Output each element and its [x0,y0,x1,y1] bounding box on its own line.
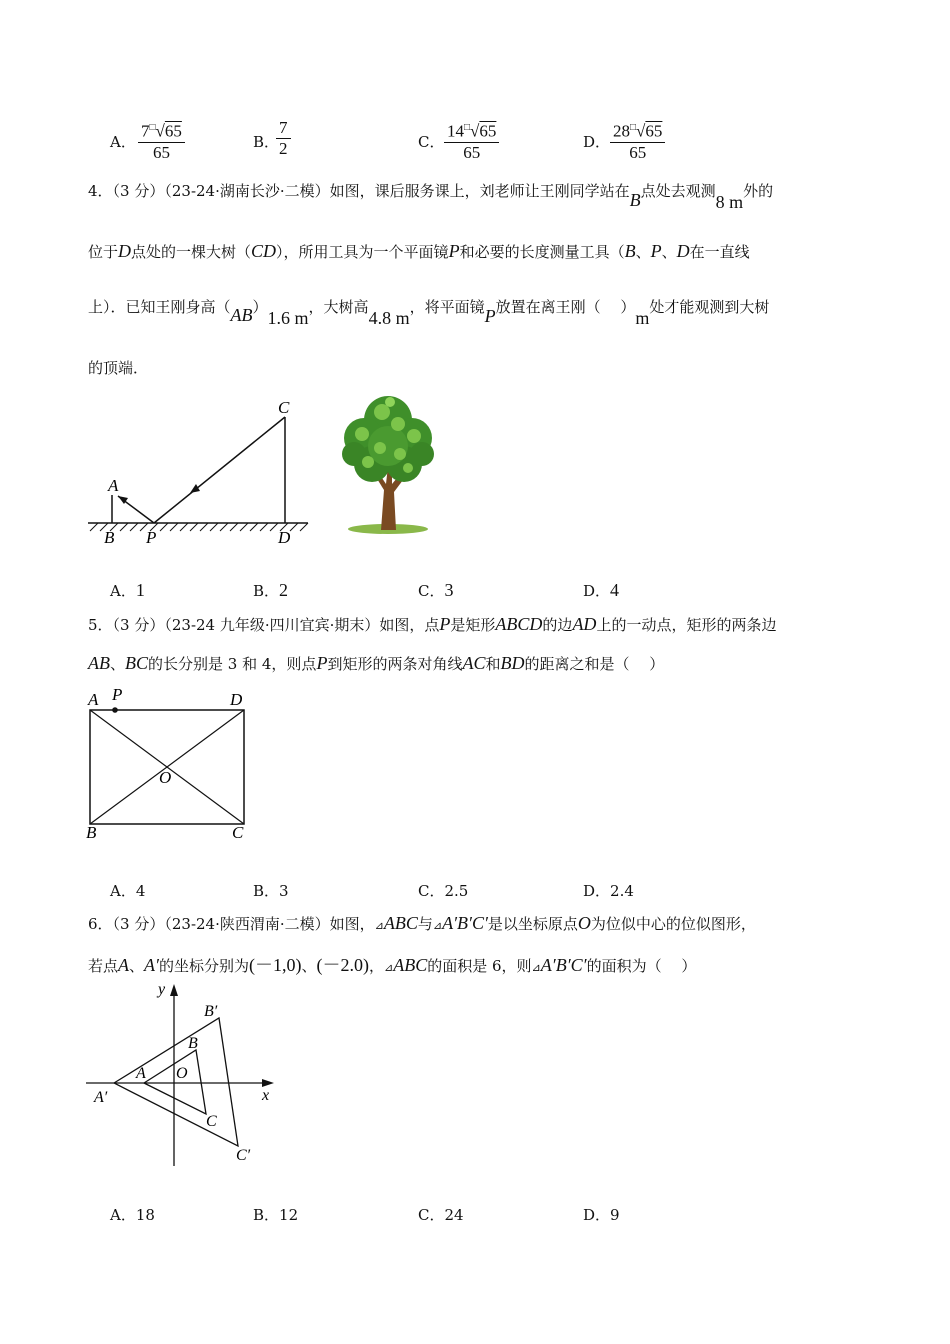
q6-option-b[interactable] [253,1204,298,1225]
q4-l3-text-5: 处才能观测到大树 [649,298,770,316]
q5-l1-var-p: P [439,614,451,634]
q3-option-b-fraction [276,118,291,159]
q4-l3-var-p: P [484,306,496,326]
q5-option-b-label: B． [253,882,280,900]
q5-l1-text: 5．（3 分）（23-24 九年级·四川宜宾·期末）如图，点 [88,616,440,634]
q6-l2-sep-2: 、 [301,957,317,975]
q6-triangle-abc-prime [114,1018,238,1146]
q4-ray-cp-arrowhead [190,484,200,493]
q3-b-den: 2 [279,139,288,158]
q6-l2-text: 若点 [88,957,119,975]
q4-l2-var-b: B [624,241,636,261]
q6-l1-text-3: 为位似中心的位似图形， [590,915,756,933]
q6-option-d-label: D． [583,1206,611,1224]
q5-option-d-label: D． [583,882,611,900]
q4-option-d-value: 4 [610,580,620,600]
q3-a-radicand: 65 [164,121,182,141]
q5-l2-var-ab: AB [88,653,110,673]
q4-l3-text: 上）．已知王刚身高（ [88,298,231,316]
q5-option-c[interactable] [418,880,468,901]
q4-l1-text-3: 外的 [743,182,774,200]
q4-l2-text-4: 和必要的长度测量工具（ [459,243,625,261]
q5-label-b: B [86,823,97,842]
q6-l1-text: 6．（3 分）（23-24·陕西渭南·二模）如图， [88,915,375,933]
q6-triangle-abc [144,1050,206,1114]
q5-l1-text-3: 的边 [542,616,573,634]
q6-label-a: A [136,1065,146,1082]
q5-option-c-label: C． [418,882,445,900]
q3-option-c-label: C． [418,133,445,151]
q5-label-c: C [232,823,244,842]
q6-option-d-value: 9 [610,1206,620,1224]
q6-question-line-1 [88,913,756,934]
q5-option-c-value: 2.5 [444,882,469,900]
q3-a-coef: 7 [141,121,150,141]
q6-option-a-value: 18 [135,1206,155,1224]
q3-option-c-fraction: $\frac{14^□√65}{65}$ [444,118,499,163]
q5-option-d-value: 2.4 [610,882,634,900]
q5-l1-var-ad: AD [572,614,597,634]
q4-l2-var-p: P [448,241,460,261]
q4-option-c-label: C． [418,582,445,600]
q3-c-root-index: □ [464,122,471,133]
q4-l3-paren: ） [252,298,268,316]
q6-l1-var-o: O [577,913,591,933]
q4-l1-distance: 8 m [715,192,744,212]
q4-l1-var-b: B [629,190,641,210]
q5-l2-text: 的长分别是 3 和 4，则点 [148,655,317,673]
q6-l2-text-4: 的面积为（ ） [586,957,697,975]
q4-l3-height: 1.6 m [267,308,309,328]
q4-l3-unit: m [635,308,650,328]
q4-option-a-label: A． [110,582,136,600]
q4-l2-var-p2: P [650,241,662,261]
q6-label-x: x [262,1087,270,1104]
q5-option-d[interactable] [583,880,634,901]
q3-option-d-label: D． [583,133,611,151]
q4-label-a: A [108,476,119,495]
q4-l2-text-5: 在一直线 [689,243,750,261]
q6-l2-var-abc: ABC [393,955,428,975]
q4-l2-sep-2: 、 [661,243,677,261]
q4-question-line-1 [88,180,774,212]
q5-l1-text-2: 是矩形 [450,616,496,634]
q4-l1-text: 4．（3 分）（23-24·湖南长沙·二模）如图，课后服务课上，刘老师让王刚同学站在 [88,182,630,200]
q5-point-p [112,707,118,713]
q5-label-o: O [159,768,172,787]
q3-option-b-label: B． [253,133,280,151]
q6-l1-triangle-symbol: ⊿ [374,919,384,932]
q3-d-root-index: □ [630,122,637,133]
q6-option-a-label: A． [110,1206,136,1224]
q6-option-c[interactable] [418,1204,464,1225]
q4-label-p: P [146,528,157,547]
q6-option-b-value: 12 [279,1206,299,1224]
q5-question-line-1 [88,614,776,635]
q6-l2-coord-a-prime: (－2.0) [316,955,369,975]
q5-label-d: D [230,690,243,709]
q6-label-a-prime: A′ [94,1089,108,1106]
q4-mirror-diagram [86,395,318,555]
q6-x-axis-arrow [262,1079,274,1087]
q3-option-a-label: A． [110,133,136,151]
q5-l2-text-2: 到矩形的两条对角线 [327,655,463,673]
q5-l2-var-bc: BC [125,653,149,673]
q4-l2-var-cd: CD [251,241,277,261]
q5-option-b-value: 3 [279,882,289,900]
q6-label-b: B [188,1035,198,1052]
q4-l1-text-2: 点处去观测 [640,182,716,200]
q4-question-line-3 [88,296,770,328]
q5-option-a[interactable] [110,880,145,901]
q4-l2-sep-1: 、 [635,243,651,261]
q4-question-line-4: 的顶端． [88,359,149,377]
q4-option-d-label: D． [583,582,611,600]
q5-l2-var-p: P [316,653,328,673]
q6-y-axis-arrow [170,984,178,996]
q6-option-d[interactable] [583,1204,620,1225]
q6-l1-var-abc: ABC [383,913,418,933]
q5-label-a: A [88,690,99,709]
q6-l2-comma: ， [369,957,385,975]
q6-option-c-value: 24 [444,1206,464,1224]
q5-question-line-2 [88,653,664,674]
q5-label-p: P [112,686,123,704]
q4-l2-text-3: ），所用工具为一个平面镜 [276,243,449,261]
q5-l2-text-3: 的距离之和是（ ） [524,655,665,673]
q4-label-d: D [278,528,291,547]
q6-l2-var-a: A [118,955,130,975]
q4-l3-tree-height: 4.8 m [368,308,410,328]
q6-l2-text-2: 的坐标分别为 [158,957,249,975]
q6-question-line-2 [88,951,696,977]
q6-option-c-label: C． [418,1206,445,1224]
q4-l2-text-2: 点处的一棵大树（ [131,243,252,261]
q6-l2-triangle-symbol-2: ⊿ [531,961,541,974]
q6-l2-sep: 、 [129,957,145,975]
q5-l2-var-ac: AC [462,653,486,673]
q4-option-a-value: 1 [135,580,145,600]
q6-l2-text-3: 的面积是 6，则 [427,957,532,975]
q6-option-a[interactable] [110,1204,155,1225]
q4-l3-text-3: ，将平面镜 [409,298,485,316]
q5-l2-var-bd: BD [500,653,525,673]
q3-d-coef: 28 [613,121,630,141]
q4-option-c[interactable] [418,580,453,601]
q4-option-b-label: B． [253,582,280,600]
q4-l2-var-d: D [118,241,132,261]
q5-l2-sep: 、 [110,655,126,673]
q3-option-a-fraction: $\frac{7^□√65}{65}$ [138,118,185,163]
q4-ray-cp [154,417,285,523]
q4-l2-var-d2: D [676,241,690,261]
q5-option-a-value: 4 [135,882,146,900]
q3-c-coef: 14 [447,121,464,141]
q4-option-a[interactable] [110,580,145,601]
q3-b-num: 7 [276,118,291,139]
q4-option-b-value: 2 [279,580,289,600]
q3-a-root-index: □ [149,122,156,133]
q4-l2-text: 位于 [88,243,119,261]
q6-l2-var-abc-prime: A′B′C′ [540,955,587,975]
q4-label-b: B [104,528,115,547]
q4-label-c: C [278,398,290,417]
q5-option-b[interactable] [253,880,289,901]
q5-l2-and: 和 [485,655,501,673]
q6-label-b-prime: B′ [204,1003,218,1020]
q6-l1-text-2: 是以坐标原点 [487,915,578,933]
q4-option-d[interactable] [583,580,619,601]
q6-homothety-diagram [82,980,282,1170]
q4-l3-text-4: 放置在离王刚（ ） [495,298,636,316]
q3-a-den: 65 [152,142,170,162]
q4-option-b[interactable] [253,580,288,601]
q5-l1-text-4: 上的一动点，矩形的两条边 [596,616,777,634]
tree-foliage [342,396,434,482]
q5-option-a-label: A． [110,882,136,900]
q3-d-radicand: 65 [645,121,663,141]
q6-label-y: y [158,981,166,998]
q6-option-b-label: B． [253,1206,280,1224]
q6-label-c-prime: C′ [236,1147,251,1164]
q4-option-c-value: 3 [444,580,454,600]
q4-question-line-2 [88,241,750,262]
q4-l3-var-ab: AB [230,305,253,325]
q6-l1-var-abc-prime: A′B′C′ [442,913,488,933]
tree-illustration [336,388,440,536]
q6-label-o: O [176,1065,188,1082]
q3-option-d-fraction: $\frac{28^□√65}{65}$ [610,118,665,163]
q6-l2-triangle-symbol: ⊿ [384,961,394,974]
q3-c-radicand: 65 [479,121,497,141]
q3-d-den: 65 [629,142,647,162]
q5-l1-var-abcd: ABCD [495,614,543,634]
q6-l2-coord-a: (－1,0) [248,955,302,975]
q4-l3-text-2: ，大树高 [308,298,369,316]
q5-rectangle-diagram [82,686,254,844]
q6-label-c: C [206,1113,217,1130]
q3-c-den: 65 [463,142,481,162]
q6-l1-and: 与 [417,915,433,933]
q6-l2-var-a-prime: A′ [144,955,159,975]
q4-ground-hatching [90,523,308,531]
q6-l1-triangle-symbol-2: ⊿ [432,919,443,932]
